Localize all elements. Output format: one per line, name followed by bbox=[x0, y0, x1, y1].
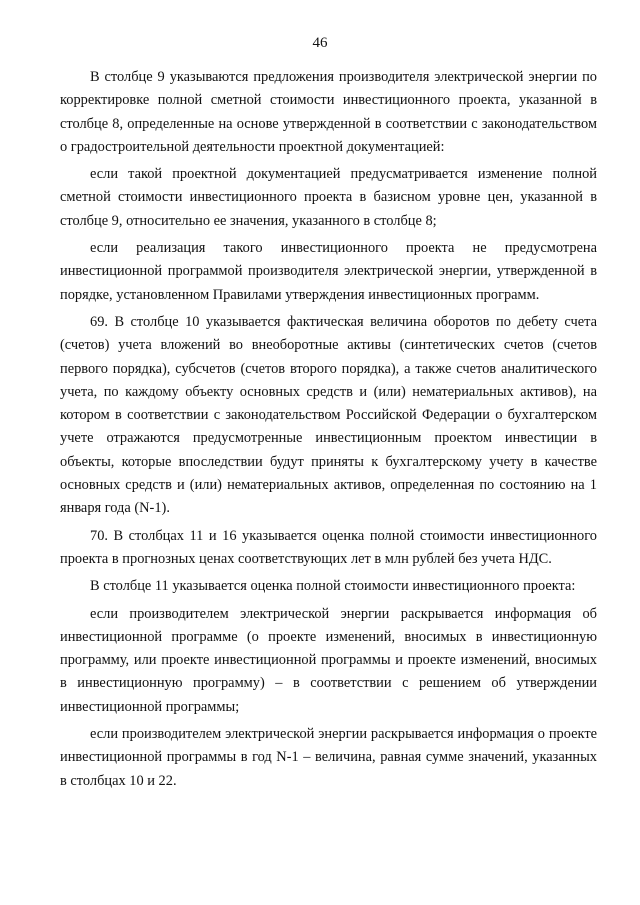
paragraph: 70. В столбцах 11 и 16 указывается оценка полной стоимости инвестиционного проекта в прогнозных ценах соответствующих лет в млн рублей без учета НДС. bbox=[60, 527, 597, 567]
paragraph: если производителем электрической энергии раскрывается информация об инвестиционной программе (о проекте изменений, вносимых в инвестиционную программу, или проекте инвестиционной программы и проекте изменений, вносимых в инвестиционную программу) – в соответствии с решением об утверждении инвестиционной программы; bbox=[60, 605, 597, 715]
paragraph: В столбце 11 указывается оценка полной стоимости инвестиционного проекта: bbox=[90, 578, 576, 595]
page-number: 46 bbox=[312, 35, 328, 51]
paragraph: 69. В столбце 10 указывается фактическая величина оборотов по дебету счета (счетов) учета вложений во внеоборотные активы (синтетических счетов (счетов первого порядка), субсчетов (счетов второго порядка), а также счетов аналитического учета, по каждому объекту основных средств и (или) нематериальных активов), на котором в соответствии с законодательством Российской Федерации о бухгалтерском учете отражаются предусмотренные инвестиционным проектом инвестиции в объекты, которые впоследствии будут приняты к бухгалтерскому учету в качестве основных средств и (или) нематериальных активов, определенная по состоянию на 1 января года (N-1). bbox=[60, 313, 597, 517]
paragraph: В столбце 9 указываются предложения производителя электрической энергии по корректировке полной сметной стоимости инвестиционного проекта, указанной в столбце 8, определенные на основе утвержденной в соответствии с законодательством о градостроительной деятельности проектной документацией: bbox=[60, 69, 597, 155]
paragraph: если реализация такого инвестиционного проекта не предусмотрена инвестиционной программой производителя электрической энергии, утвержденной в порядке, установленном Правилами утверждения инвестиционных программ. bbox=[60, 240, 597, 303]
paragraph: если такой проектной документацией предусматривается изменение полной сметной стоимости инвестиционного проекта в базисном уровне цен, указанной в столбце 9, относительно ее значения, указанного в столбце 8; bbox=[60, 166, 597, 229]
document-body bbox=[60, 66, 597, 793]
paragraph: если производителем электрической энергии раскрывается информация о проекте инвестиционной программы в год N-1 – величина, равная сумме значений, указанных в столбцах 10 и 22. bbox=[60, 726, 597, 789]
